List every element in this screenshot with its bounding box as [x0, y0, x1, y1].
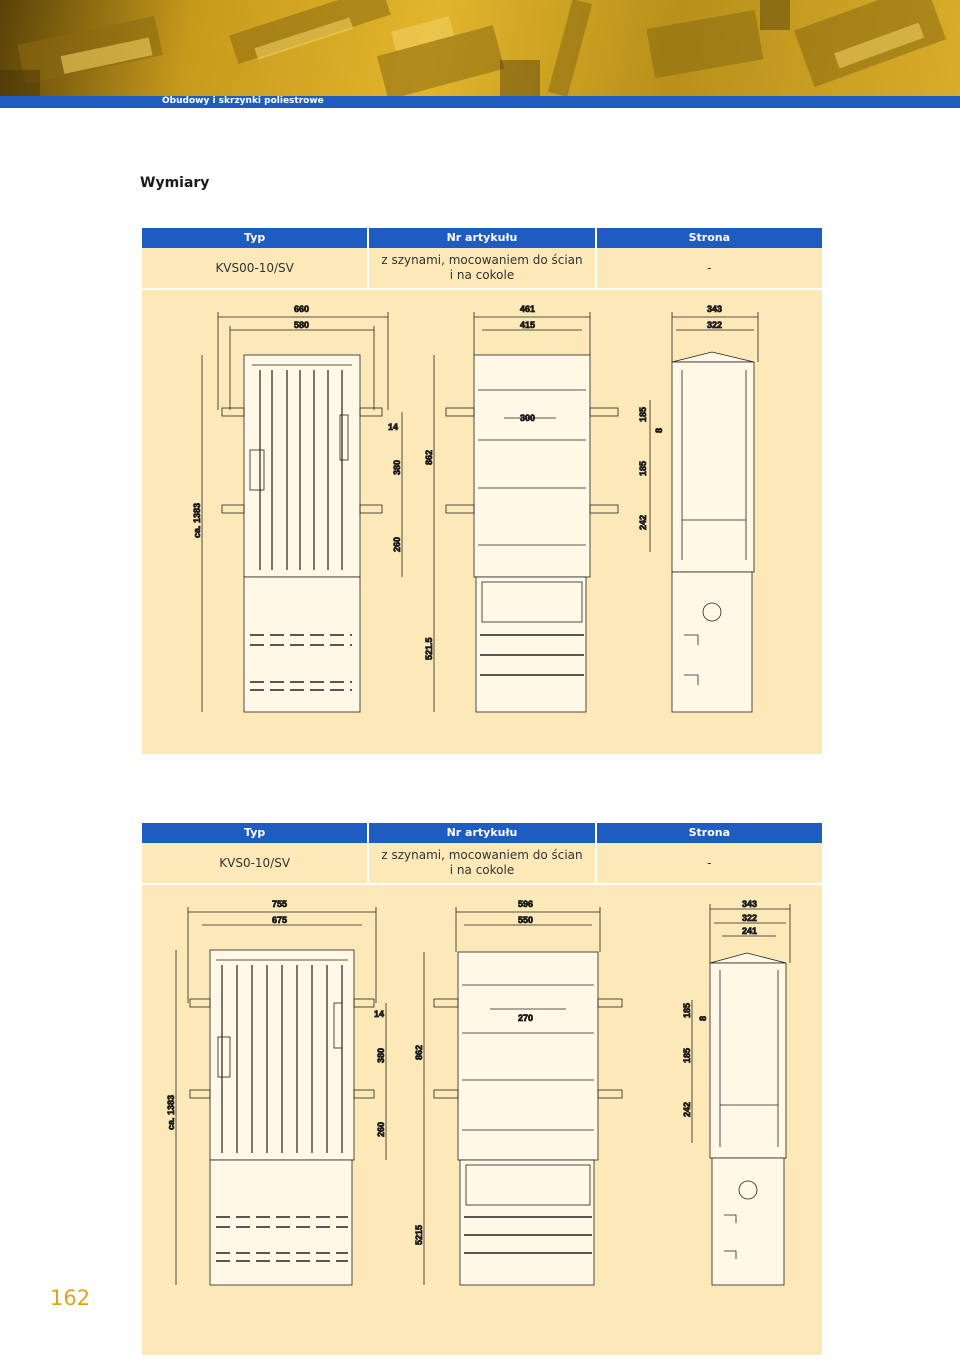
front-view	[166, 899, 386, 1285]
article-line-2: i na cokole	[449, 863, 515, 877]
dim-side-242: 242	[682, 1101, 692, 1117]
cell-article	[369, 843, 596, 883]
cell-type: KVS00-10/SV	[142, 248, 369, 288]
middle-view	[424, 304, 618, 712]
cell-page: -	[707, 855, 712, 870]
article-line-2: i na cokole	[449, 268, 515, 282]
dim-mid-inner: 550	[518, 915, 534, 925]
dim-side-185a: 185	[682, 1002, 692, 1018]
banner-strip	[0, 96, 960, 108]
column-header-typ: Typ	[142, 823, 369, 843]
aerial-photo-graphic	[0, 0, 960, 96]
dim-mid-270: 270	[518, 1013, 534, 1023]
technical-drawing-kvs00	[142, 290, 822, 754]
technical-drawing-kvs0	[142, 885, 822, 1355]
banner-label: Obudowy i skrzynki poliestrowe	[162, 96, 324, 106]
dim-260: 260	[376, 1121, 386, 1137]
dim-total-height: ca. 1383	[166, 1094, 176, 1130]
page-number: 162	[50, 1286, 91, 1310]
column-header-typ: Typ	[142, 228, 369, 248]
product-table-1	[142, 228, 822, 288]
dim-mid-inner: 415	[520, 320, 536, 330]
dim-side-343: 343	[707, 304, 723, 314]
column-header-page: Strona	[688, 826, 731, 839]
dim-side-322: 322	[707, 320, 723, 330]
table-header	[142, 228, 822, 248]
column-header-article: Nr artykułu	[369, 823, 596, 843]
header-banner-image	[0, 0, 960, 96]
dim-front-width: 755	[272, 899, 288, 909]
dim-mid-width: 461	[520, 304, 536, 314]
table-row	[142, 843, 822, 883]
dim-mid-300: 300	[520, 413, 536, 423]
dim-front-inner: 580	[294, 320, 310, 330]
dim-rail-gap: 14	[388, 422, 399, 432]
front-view	[192, 304, 402, 712]
table-row	[142, 248, 822, 288]
drawing-panel-1	[142, 290, 822, 754]
side-view	[638, 304, 758, 712]
cell-page: -	[707, 260, 712, 275]
dim-side-185b: 185	[638, 460, 648, 476]
dim-side-242: 242	[638, 514, 648, 530]
dim-mid-862: 862	[414, 1044, 424, 1060]
dim-mid-862: 862	[424, 449, 434, 465]
table-header	[142, 823, 822, 843]
cell-type: KVS0-10/SV	[142, 843, 369, 883]
dim-rail-gap: 14	[374, 1009, 385, 1019]
middle-view	[414, 899, 622, 1285]
section-heading: Wymiary	[140, 175, 210, 191]
dim-side-241: 241	[742, 926, 758, 936]
side-view	[682, 899, 790, 1285]
column-header-page: Strona	[688, 231, 731, 244]
dim-260: 260	[392, 536, 402, 552]
column-header-article: Nr artykułu	[369, 228, 596, 248]
dim-mid-base: 521.5	[424, 637, 434, 660]
cell-article	[369, 248, 596, 288]
dim-front-inner: 675	[272, 915, 288, 925]
dim-mid-base: 5215	[414, 1224, 424, 1245]
article-line-1: z szynami, mocowaniem do ścian	[381, 253, 583, 267]
dim-mid-width: 596	[518, 899, 534, 909]
dim-380: 380	[376, 1047, 386, 1063]
product-table-2	[142, 823, 822, 883]
dim-side-185b: 185	[682, 1047, 692, 1063]
dim-side-8: 8	[654, 427, 664, 433]
drawing-panel-2	[142, 885, 822, 1355]
article-line-1: z szynami, mocowaniem do ścian	[381, 848, 583, 862]
dim-side-185a: 185	[638, 406, 648, 422]
dim-side-322: 322	[742, 913, 758, 923]
dim-total-height: ca. 1383	[192, 502, 202, 538]
dim-side-343: 343	[742, 899, 758, 909]
dim-front-width: 660	[294, 304, 310, 314]
dim-380: 380	[392, 459, 402, 475]
dim-side-8: 8	[698, 1015, 708, 1021]
